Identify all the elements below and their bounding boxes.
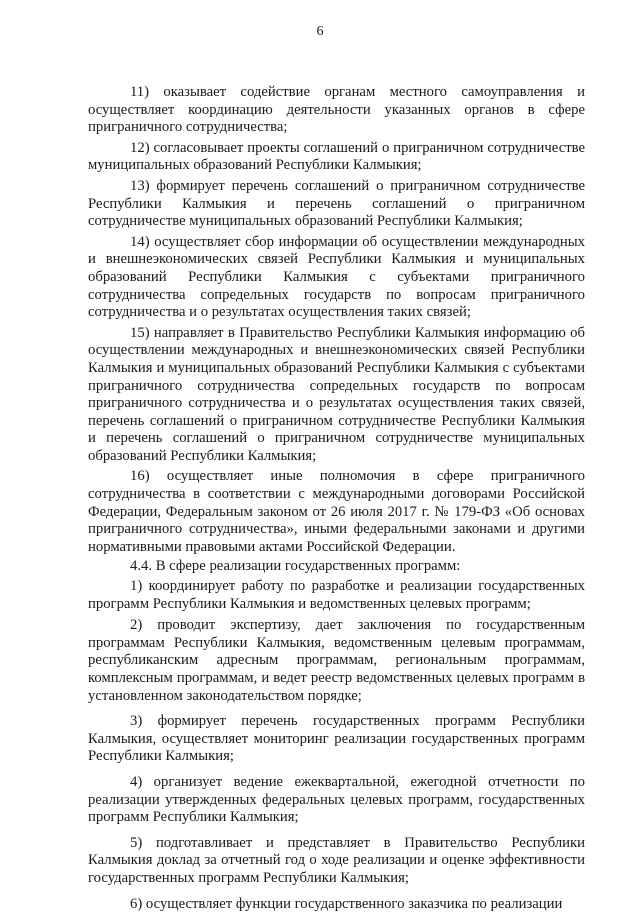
section-heading-4-4: 4.4. В сфере реализации государственных программ: [130,558,461,575]
paragraph-item-11: 11) оказывает содействие органам местного самоуправления и осуществляет координацию деятельности указанных органов в сфере приграничного сотрудничества; [88,84,585,136]
paragraph-item-13: 13) формирует перечень соглашений о приграничном сотрудничестве Республики Калмыкия и перечень соглашений о приграничном сотрудничестве муниципальных образований Республики Калмыкия; [88,177,585,230]
document-body [88,84,585,913]
paragraph-item-16: 16) осуществляет иные полномочия в сфере приграничного сотрудничества в соответствии с международными договорами Российской Федерации, Федеральным законом от 26 июля 2017 г. № 179-ФЗ «Об основах приграничного сотрудничества», иными федеральными законами и другими нормативными правовыми актами Российской Федерации. [88,468,585,555]
paragraph-program-2: 2) проводит экспертизу, дает заключения по государственным программам Республики Калмыкия, ведомственным целевым программам, республиканским адресным программам, региональным программам, комплексным программам, и ведет реестр ведомственных целевых программ в установленном законодательством порядке; [88,617,585,704]
paragraph-program-5: 5) подготавливает и представляет в Правительство Республики Калмыкия доклад за отчетный год о ходе реализации и оценке эффективности государственных программ Республики Калмыкия; [88,834,585,886]
page-number: 6 [316,24,324,39]
paragraph-item-12: 12) согласовывает проекты соглашений о приграничном сотрудничестве муниципальных образований Республики Калмыкия; [88,139,585,174]
paragraph-item-15: 15) направляет в Правительство Республики Калмыкия информацию об осуществлении международных и внешнеэкономических связей Республики Калмыкия и муниципальных образований Республики Калмыкия с субъектами приграничного сотрудничества сопредельных государств по вопросам приграничного сотрудничества и о результатах осуществления таких связей, перечень соглашений о приграничном сотрудничестве Республики Калмыкия и перечень соглашений о приграничном сотрудничестве муниципальных образований Республики Калмыкия; [88,324,585,464]
paragraph-item-14: 14) осуществляет сбор информации об осуществлении международных и внешнеэкономических связей Республики Калмыкия и муниципальных образований Республики Калмыкия с субъектами приграничного сотрудничества сопредельных государств по вопросам приграничного сотрудничества и о результатах осуществления таких связей; [88,233,585,321]
paragraph-program-1: 1) координирует работу по разработке и реализации государственных программ Республики Калмыкия и ведомственных целевых программ; [88,578,585,612]
paragraph-program-4: 4) организует ведение ежеквартальной, ежегодной отчетности по реализации утвержденных федеральных целевых программ, государственных программ Республики Калмыкия; [88,773,585,826]
paragraph-program-6: 6) осуществляет функции государственного заказчика по реализации [130,895,563,912]
paragraph-program-3: 3) формирует перечень государственных программ Республики Калмыкия, осуществляет мониторинг реализации государственных программ Республики Калмыкия; [88,713,585,765]
